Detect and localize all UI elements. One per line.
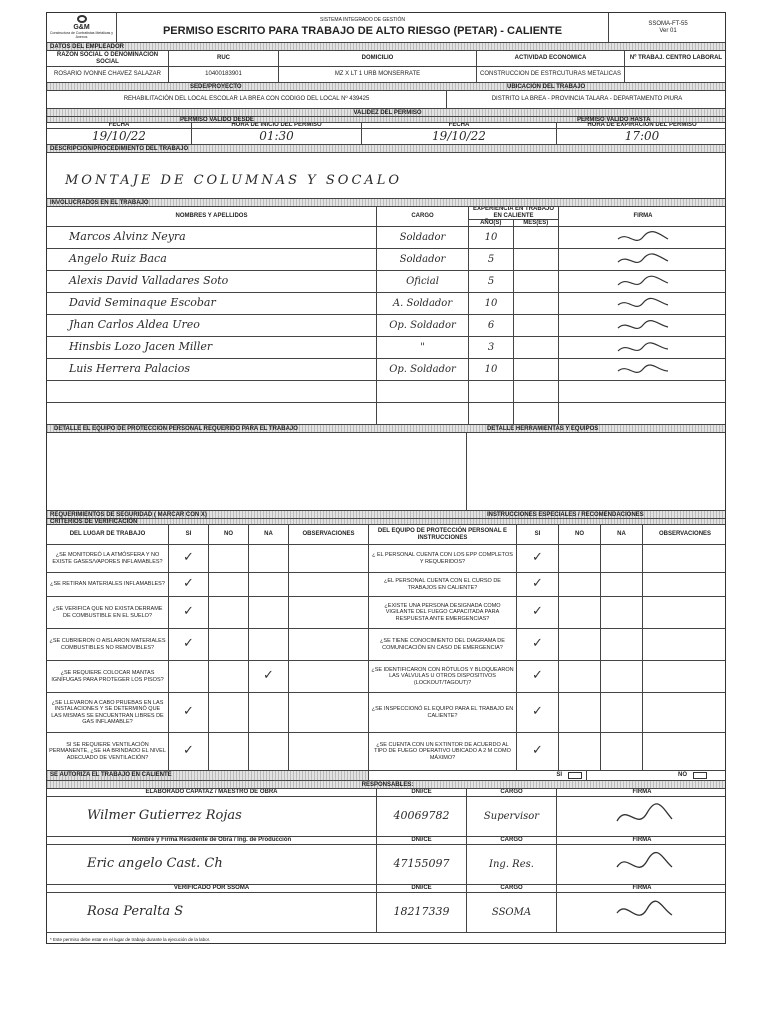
worker-meses	[514, 337, 559, 358]
razon-value: ROSARIO IVONNE CHAVEZ SALAZAR	[47, 67, 169, 82]
responsible-dni-header: DNI/CE	[377, 885, 467, 892]
responsible-role-header: VERIFICADO POR SSOMA	[47, 885, 377, 892]
right-na-checkbox[interactable]	[601, 733, 643, 770]
responsible-signature	[557, 845, 727, 884]
requirement-row	[47, 693, 725, 733]
sede-value: REHABILITACIÓN DEL LOCAL ESCOLAR LA BREA CON CODIGO DEL LOCAL Nº 439425	[47, 91, 447, 108]
razon-header: RAZON SOCIAL O DENOMINACION SOCIAL	[47, 51, 169, 66]
equipment-section-bar	[47, 425, 725, 433]
right-no-checkbox[interactable]	[559, 597, 601, 628]
epp-question: ¿EXISTE UNA PERSONA DESIGNADA COMO VIGILANTE DEL FUEGO CAPACITADA PARA RESPUESTA ANTE EMERGENCIAS?	[369, 597, 517, 628]
responsible-dni: 40069782	[377, 797, 467, 836]
worker-signature	[559, 359, 727, 380]
right-na-checkbox[interactable]	[601, 693, 643, 732]
lugar-header: DEL LUGAR DE TRABAJO	[47, 525, 169, 544]
responsible-dni-header: DNI/CE	[377, 789, 467, 796]
responsibles-section-bar	[47, 781, 725, 789]
responsible-dni: 18217339	[377, 893, 467, 932]
exp-title: EXPERIENCIA EN TRABAJO EN CALIENTE	[472, 207, 555, 219]
worker-cargo: Oficial	[377, 271, 469, 292]
auth-no-label: NO	[678, 772, 687, 779]
worker-cargo: Soldador	[377, 227, 469, 248]
hora-exp-value: 17:00	[624, 129, 660, 143]
lugar-question: ¿SE MONITOREÓ LA ATMÓSFERA Y NO EXISTE GASES/VAPORES INFLAMABLES?	[47, 545, 169, 572]
right-na-header: NA	[601, 525, 643, 544]
responsible-name: Eric angelo Cast. Ch	[47, 845, 377, 884]
left-observation[interactable]	[289, 597, 369, 628]
auth-si-label: SI	[556, 772, 562, 779]
responsibles-title: RESPONSABLES:	[361, 781, 414, 788]
worker-row	[47, 249, 725, 271]
left-no-header: NO	[209, 525, 249, 544]
worker-anos: 10	[469, 293, 514, 314]
right-observation[interactable]	[643, 597, 727, 628]
responsible-name: Wilmer Gutierrez Rojas	[47, 797, 377, 836]
ntrab-header: Nº TRABAJ. CENTRO LABORAL	[629, 55, 723, 62]
worker-signature	[559, 271, 727, 292]
worker-signature	[559, 381, 727, 402]
signature-scribble	[607, 801, 677, 833]
epp-title: DETALLE EL EQUIPO DE PROTECCIÓN PERSONAL REQUERIDO PARA EL TRABAJO	[54, 425, 298, 432]
worker-row	[47, 403, 725, 425]
signature-scribble	[613, 251, 673, 269]
right-no-checkbox[interactable]	[559, 661, 601, 692]
logo-icon	[77, 15, 87, 23]
right-observation[interactable]	[643, 629, 727, 660]
auth-no-checkbox[interactable]	[693, 772, 707, 779]
signature-scribble	[613, 339, 673, 357]
responsible-row	[47, 845, 725, 885]
doc-version: Ver 01	[659, 27, 677, 34]
footer-note: * Este permiso debe estar en el lugar de trabajo durante la ejecución de la labor.	[50, 937, 211, 942]
right-si-header: SI	[517, 525, 559, 544]
exp-header	[469, 207, 559, 226]
left-si-checkbox[interactable]: ✓	[169, 545, 209, 572]
validity-section-title: VALIDEZ DEL PERMISO	[353, 109, 422, 116]
worker-cargo: "	[377, 337, 469, 358]
worker-name: Alexis David Valladares Soto	[47, 271, 377, 292]
company-name: G&M	[73, 24, 90, 32]
worker-row	[47, 271, 725, 293]
left-observation[interactable]	[289, 661, 369, 692]
domicilio-header: DOMICILIO	[279, 51, 477, 66]
worker-cargo	[377, 381, 469, 402]
worker-meses	[514, 293, 559, 314]
worker-signature	[559, 249, 727, 270]
worker-cargo: Op. Soldador	[377, 359, 469, 380]
requirement-row	[47, 597, 725, 629]
signature-scribble	[613, 317, 673, 335]
worker-anos	[469, 403, 514, 424]
actividad-header: ACTIVIDAD ECONOMICA	[477, 51, 625, 66]
worker-signature	[559, 293, 727, 314]
requirement-row	[47, 661, 725, 693]
left-na-checkbox[interactable]	[249, 597, 289, 628]
left-na-checkbox[interactable]	[249, 733, 289, 770]
right-observation[interactable]	[643, 733, 727, 770]
criteria-title: CRITERIOS DE VERIFICACIÓN	[50, 518, 138, 525]
worker-anos: 5	[469, 271, 514, 292]
signature-scribble	[613, 361, 673, 379]
lugar-question: SI SE REQUIERE VENTILACIÓN PERMANENTE, ¿SE HA BRINDADO EL NIVEL ADECUADO DE VENTILACIÓN?	[47, 733, 169, 770]
epp-question: ¿EL PERSONAL CUENTA CON EL CURSO DE TRABAJOS EN CALIENTE?	[369, 573, 517, 596]
left-si-checkbox[interactable]: ✓	[169, 693, 209, 732]
responsible-firma-header: FIRMA	[632, 837, 652, 844]
worker-row	[47, 337, 725, 359]
title-block	[117, 13, 609, 42]
meses-header: MES(ES)	[523, 219, 549, 226]
left-observation[interactable]	[289, 629, 369, 660]
worker-meses	[514, 359, 559, 380]
right-na-checkbox[interactable]	[601, 573, 643, 596]
left-no-checkbox[interactable]	[209, 693, 249, 732]
left-na-checkbox[interactable]	[249, 573, 289, 596]
left-na-header: NA	[249, 525, 289, 544]
right-si-checkbox[interactable]: ✓	[517, 629, 559, 660]
epp-question: ¿SE TIENE CONOCIMIENTO DEL DIAGRAMA DE COMUNICACIÓN EN CASO DE EMERGENCIA?	[369, 629, 517, 660]
hasta-title: PERMISO VALIDO HASTA	[577, 116, 651, 123]
worker-anos: 10	[469, 227, 514, 248]
worker-anos: 10	[469, 359, 514, 380]
worker-cargo: Soldador	[377, 249, 469, 270]
right-no-checkbox[interactable]	[559, 733, 601, 770]
right-na-checkbox[interactable]	[601, 597, 643, 628]
employer-value-row	[47, 67, 725, 83]
worker-meses	[514, 271, 559, 292]
requirement-row	[47, 573, 725, 597]
right-observation[interactable]	[643, 661, 727, 692]
workers-section-title: INVOLUCRADOS EN EL TRABAJO	[50, 199, 149, 206]
ubicacion-value: DISTRITO LA BREA - PROVINCIA TALARA - DEPARTAMENTO PIURA	[491, 96, 683, 103]
worker-row	[47, 227, 725, 249]
hora-inicio-header: HORA DE INICIO DEL PERMISO	[192, 123, 362, 128]
description-section-bar	[47, 145, 725, 153]
right-si-checkbox[interactable]: ✓	[517, 661, 559, 692]
instructions-title: INSTRUCCIONES ESPECIALES / RECOMENDACIONES	[487, 511, 644, 518]
left-si-checkbox[interactable]	[169, 661, 209, 692]
auth-no-cell	[587, 771, 727, 780]
worker-anos: 6	[469, 315, 514, 336]
page-title: PERMISO ESCRITO PARA TRABAJO DE ALTO RIESGO (PETAR) - CALIENTE	[162, 25, 563, 38]
left-observation[interactable]	[289, 573, 369, 596]
equipment-area	[47, 433, 725, 511]
employer-section-bar	[47, 43, 725, 51]
left-na-checkbox[interactable]: ✓	[249, 661, 289, 692]
responsible-row	[47, 893, 725, 933]
worker-name	[47, 403, 377, 424]
right-observation[interactable]	[643, 545, 727, 572]
hora-inicio-value: 01:30	[192, 129, 362, 144]
firma-header: FIRMA	[633, 213, 653, 220]
form-header	[47, 13, 725, 43]
right-na-checkbox[interactable]	[601, 545, 643, 572]
worker-name: Hinsbis Lozo Jacen Miller	[47, 337, 377, 358]
lugar-question: ¿SE LLEVARON A CABO PRUEBAS EN LAS INSTALACIONES Y SE DETERMINÓ QUE LAS MISMAS SE ENCUENTRAN LIBRES DE GAS INFLAMABLE?	[47, 693, 169, 732]
left-no-checkbox[interactable]	[209, 597, 249, 628]
right-obs-header: OBSERVACIONES	[658, 531, 712, 538]
left-observation[interactable]	[289, 545, 369, 572]
sede-title: SEDE/PROYECTO	[190, 83, 242, 90]
responsible-header-row	[47, 837, 725, 845]
left-na-checkbox[interactable]	[249, 693, 289, 732]
worker-row	[47, 381, 725, 403]
worker-meses	[514, 249, 559, 270]
desde-title: PERMISO VALIDO DESDE	[180, 116, 254, 123]
employer-header-row	[47, 51, 725, 67]
responsible-cargo-header: CARGO	[467, 789, 557, 796]
lugar-question: ¿SE REQUIERE COLOCAR MANTAS IGNÍFUGAS PARA PROTEGER LOS PISOS?	[47, 661, 169, 692]
description-text: MONTAJE DE COLUMNAS Y SOCALO	[65, 173, 403, 188]
workers-section-bar	[47, 199, 725, 207]
worker-name: Luis Herrera Palacios	[47, 359, 377, 380]
right-observation[interactable]	[643, 693, 727, 732]
doc-code: SSOMA-FT-55	[648, 20, 688, 27]
right-no-checkbox[interactable]	[559, 629, 601, 660]
fecha-desde-value: 19/10/22	[47, 129, 192, 144]
actividad-value: CONSTRUCCION DE ESTRCUTURAS METALICAS	[477, 67, 625, 82]
worker-name: David Seminaque Escobar	[47, 293, 377, 314]
right-no-header: NO	[559, 525, 601, 544]
epp-question: ¿SE IDENTIFICARON CON RÓTULOS Y BLOQUEARON LAS VÁLVULAS U OTROS DISPOSITIVOS (LOCKOUT/TAGOUT)?	[369, 661, 517, 692]
worker-name: Jhan Carlos Aldea Ureo	[47, 315, 377, 336]
left-na-checkbox[interactable]	[249, 629, 289, 660]
responsible-cargo: Ing. Res.	[467, 845, 557, 884]
auth-si-checkbox[interactable]	[568, 772, 582, 779]
left-si-checkbox[interactable]: ✓	[169, 597, 209, 628]
petar-form	[46, 12, 726, 944]
left-si-checkbox[interactable]: ✓	[169, 733, 209, 770]
right-no-checkbox[interactable]	[559, 545, 601, 572]
left-si-header: SI	[169, 525, 209, 544]
responsible-dni-header: DNI/CE	[377, 837, 467, 844]
right-si-checkbox[interactable]: ✓	[517, 733, 559, 770]
nombres-header: NOMBRES Y APELLIDOS	[47, 207, 377, 226]
worker-cargo	[377, 403, 469, 424]
responsible-signature	[557, 893, 727, 932]
left-si-checkbox[interactable]: ✓	[169, 629, 209, 660]
responsible-role-header: ELABORADO CAPATAZ / MAESTRO DE OBRA	[47, 789, 377, 796]
worker-cargo: Op. Soldador	[377, 315, 469, 336]
epp-instr-header: DEL EQUIPO DE PROTECCIÓN PERSONAL E INSTRUCCIONES	[369, 525, 517, 544]
requirement-row	[47, 545, 725, 573]
workers-header-row	[47, 207, 725, 227]
responsible-cargo-header: CARGO	[467, 885, 557, 892]
worker-meses	[514, 315, 559, 336]
authorization-row	[47, 771, 725, 781]
responsible-firma-header: FIRMA	[632, 885, 652, 892]
worker-anos: 3	[469, 337, 514, 358]
epp-question: ¿ EL PERSONAL CUENTA CON LOS EPP COMPLETOS Y REQUERIDOS?	[369, 545, 517, 572]
ntrab-value	[625, 67, 727, 82]
cargo-header: CARGO	[377, 207, 469, 226]
left-no-checkbox[interactable]	[209, 661, 249, 692]
responsible-signature	[557, 797, 727, 836]
left-na-checkbox[interactable]	[249, 545, 289, 572]
signature-scribble	[613, 273, 673, 291]
worker-name: Angelo Ruiz Baca	[47, 249, 377, 270]
signature-scribble	[607, 849, 677, 881]
worker-signature	[559, 403, 727, 424]
worker-anos	[469, 381, 514, 402]
responsible-header-row	[47, 885, 725, 893]
fecha-desde-header: FECHA	[47, 123, 192, 128]
ruc-value: 10400183901	[169, 67, 279, 82]
domicilio-value: MZ X LT 1 URB MONSERRATE	[279, 67, 477, 82]
tools-title: DETALLE HERRAMIENTAS Y EQUIPOS	[487, 425, 599, 432]
responsible-cargo: Supervisor	[467, 797, 557, 836]
requirement-row	[47, 629, 725, 661]
left-observation[interactable]	[289, 693, 369, 732]
company-logo	[47, 13, 117, 42]
worker-row	[47, 359, 725, 381]
worker-row	[47, 315, 725, 337]
right-observation[interactable]	[643, 573, 727, 596]
epp-question: ¿SE INSPECCIONÓ EL EQUIPO PARA EL TRABAJO EN CALIENTE?	[369, 693, 517, 732]
doc-code-block	[609, 13, 727, 42]
ruc-header: RUC	[169, 51, 279, 66]
requirements-title: REQUERIMIENTOS DE SEGURIDAD ( MARCAR CON X)	[50, 511, 207, 518]
responsible-cargo-header: CARGO	[467, 837, 557, 844]
right-no-checkbox[interactable]	[559, 693, 601, 732]
worker-meses	[514, 227, 559, 248]
right-no-checkbox[interactable]	[559, 573, 601, 596]
responsible-name: Rosa Peralta S	[47, 893, 377, 932]
worker-name: Marcos Alvinz Neyra	[47, 227, 377, 248]
epp-question: ¿SE CUENTA CON UN EXTINTOR DE ACUERDO AL TIPO DE FUEGO OPERATIVO UBICADO A 2 M COMO MÁXIMO?	[369, 733, 517, 770]
worker-name	[47, 381, 377, 402]
hora-exp-header: HORA DE EXPIRACION DEL PERMISO	[587, 123, 697, 128]
signature-scribble	[613, 229, 673, 247]
ubicacion-title: UBICACIÓN DEL TRABAJO	[507, 83, 586, 90]
validity-value-row	[47, 129, 725, 145]
responsible-row	[47, 797, 725, 837]
right-na-checkbox[interactable]	[601, 661, 643, 692]
left-no-checkbox[interactable]	[209, 545, 249, 572]
worker-cargo: A. Soldador	[377, 293, 469, 314]
lugar-question: ¿SE RETIRAN MATERIALES INFLAMABLES?	[47, 573, 169, 596]
left-no-checkbox[interactable]	[209, 733, 249, 770]
right-si-checkbox[interactable]: ✓	[517, 573, 559, 596]
requirements-section-bar	[47, 511, 725, 519]
responsible-firma-header: FIRMA	[632, 789, 652, 796]
signature-scribble	[613, 295, 673, 313]
lugar-question: ¿SE CUBRIERON O AISLARON MATERIALES COMBUSTIBLES NO REMOVIBLES?	[47, 629, 169, 660]
lugar-question: ¿SE VERIFICA QUE NO EXISTA DERRAME DE COMBUSTIBLE EN EL SUELO?	[47, 597, 169, 628]
worker-signature	[559, 227, 727, 248]
left-observation[interactable]	[289, 733, 369, 770]
requirements-header-row	[47, 525, 725, 545]
company-subtitle: Constructora de Contratistas Metálicas y Anexos	[49, 31, 114, 39]
requirement-row	[47, 733, 725, 771]
employer-section-title: DATOS DEL EMPLEADOR	[50, 43, 125, 50]
right-si-checkbox[interactable]: ✓	[517, 597, 559, 628]
worker-signature	[559, 337, 727, 358]
left-si-checkbox[interactable]: ✓	[169, 573, 209, 596]
description-row	[47, 153, 725, 199]
responsible-dni: 47155097	[377, 845, 467, 884]
responsible-role-header: Nombre y Firma Residente de Obra / Ing. de Producción	[47, 837, 377, 844]
description-section-title: DESCRIPCIÓN/PROCEDIMIENTO DEL TRABAJO	[50, 145, 189, 152]
system-name: SISTEMA INTEGRADO DE GESTIÓN	[319, 16, 405, 23]
anos-header: AÑO(S)	[469, 220, 514, 226]
worker-signature	[559, 315, 727, 336]
responsible-cargo: SSOMA	[467, 893, 557, 932]
worker-meses	[514, 381, 559, 402]
worker-meses	[514, 403, 559, 424]
worker-anos: 5	[469, 249, 514, 270]
right-si-checkbox[interactable]: ✓	[517, 545, 559, 572]
project-section-bar	[47, 83, 725, 91]
left-obs-header: OBSERVACIONES	[289, 525, 369, 544]
fecha-hasta-value: 19/10/22	[362, 129, 557, 144]
auth-si-cell	[369, 771, 587, 780]
left-no-checkbox[interactable]	[209, 573, 249, 596]
worker-row	[47, 293, 725, 315]
right-na-checkbox[interactable]	[601, 629, 643, 660]
signature-scribble	[607, 897, 677, 929]
fecha-hasta-header: FECHA	[362, 123, 557, 128]
left-no-checkbox[interactable]	[209, 629, 249, 660]
authorization-label: SE AUTORIZA EL TRABAJO EN CALIENTE	[47, 771, 369, 780]
responsible-header-row	[47, 789, 725, 797]
epp-area	[47, 433, 467, 510]
right-si-checkbox[interactable]: ✓	[517, 693, 559, 732]
project-value-row	[47, 91, 725, 109]
